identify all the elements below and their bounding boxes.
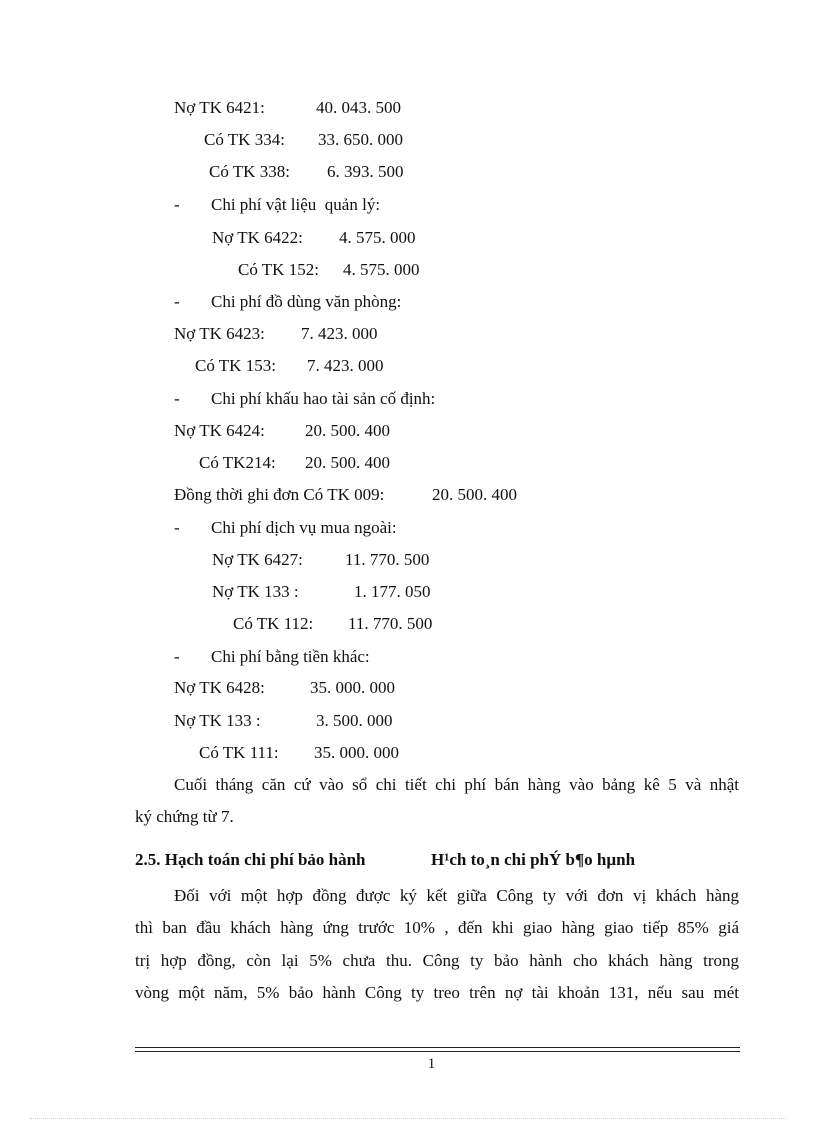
paragraph-line: thì ban đầu khách hàng ứng trước 10% , đến khi giao hàng giao tiếp 85% giá: [135, 918, 739, 937]
bullet-line: - Chi phí dịch vụ mua ngoài:: [174, 518, 397, 537]
page-edge-dotted-line: [30, 1118, 786, 1119]
entry-line: Nợ TK 6427: 11. 770. 500: [212, 550, 430, 569]
section-heading: 2.5. Hạch toán chi phí bảo hành H¹ch to¸n chi phÝ b¶o hµnh: [135, 850, 636, 869]
footer-rule-top: [135, 1047, 740, 1048]
entry-line: Nợ TK 133 : 3. 500. 000: [174, 711, 393, 730]
entry-line: Có TK 338: 6. 393. 500: [209, 162, 404, 181]
entry-line: Có TK 334: 33. 650. 000: [204, 130, 403, 149]
entry-line: Nợ TK 6422: 4. 575. 000: [212, 228, 416, 247]
entry-line: Có TK 112: 11. 770. 500: [233, 614, 433, 633]
footer-rule-bottom: [135, 1051, 740, 1052]
entry-line: Có TK214: 20. 500. 400: [199, 453, 390, 472]
paragraph-line: trị hợp đồng, còn lại 5% chưa thu. Công ty bảo hành cho khách hàng trong: [135, 951, 739, 970]
entry-line: Nợ TK 6423: 7. 423. 000: [174, 324, 378, 343]
entry-line: Có TK 153: 7. 423. 000: [195, 356, 384, 375]
entry-line: Nợ TK 6428: 35. 000. 000: [174, 678, 395, 697]
entry-line: Nợ TK 6421: 40. 043. 500: [174, 98, 401, 117]
bullet-line: - Chi phí khấu hao tài sản cố định:: [174, 389, 436, 408]
paragraph-line: Đối với một hợp đồng được ký kết giữa Công ty với đơn vị khách hàng: [174, 886, 739, 905]
paragraph-line: vòng một năm, 5% bảo hành Công ty treo trên nợ tài khoản 131, nếu sau mét: [135, 983, 739, 1002]
paragraph-line: Cuối tháng căn cứ vào sổ chi tiết chi phí bán hàng vào bảng kê 5 và nhật: [174, 775, 739, 794]
entry-line: Nợ TK 133 : 1. 177. 050: [212, 582, 431, 601]
bullet-line: - Chi phí đồ dùng văn phòng:: [174, 292, 402, 311]
heading-garbled-text: H¹ch to¸n chi phÝ b¶o hµnh: [431, 850, 636, 869]
entry-line: Đồng thời ghi đơn Có TK 009: 20. 500. 400: [174, 485, 517, 504]
page-number: 1: [427, 1056, 436, 1072]
bullet-line: - Chi phí bằng tiền khác:: [174, 647, 370, 666]
entry-line: Có TK 152: 4. 575. 000: [238, 260, 420, 279]
entry-line: Có TK 111: 35. 000. 000: [199, 743, 399, 762]
bullet-line: - Chi phí vật liệu quản lý:: [174, 195, 381, 214]
entry-line: Nợ TK 6424: 20. 500. 400: [174, 421, 390, 440]
paragraph-line: ký chứng từ 7.: [135, 807, 234, 826]
